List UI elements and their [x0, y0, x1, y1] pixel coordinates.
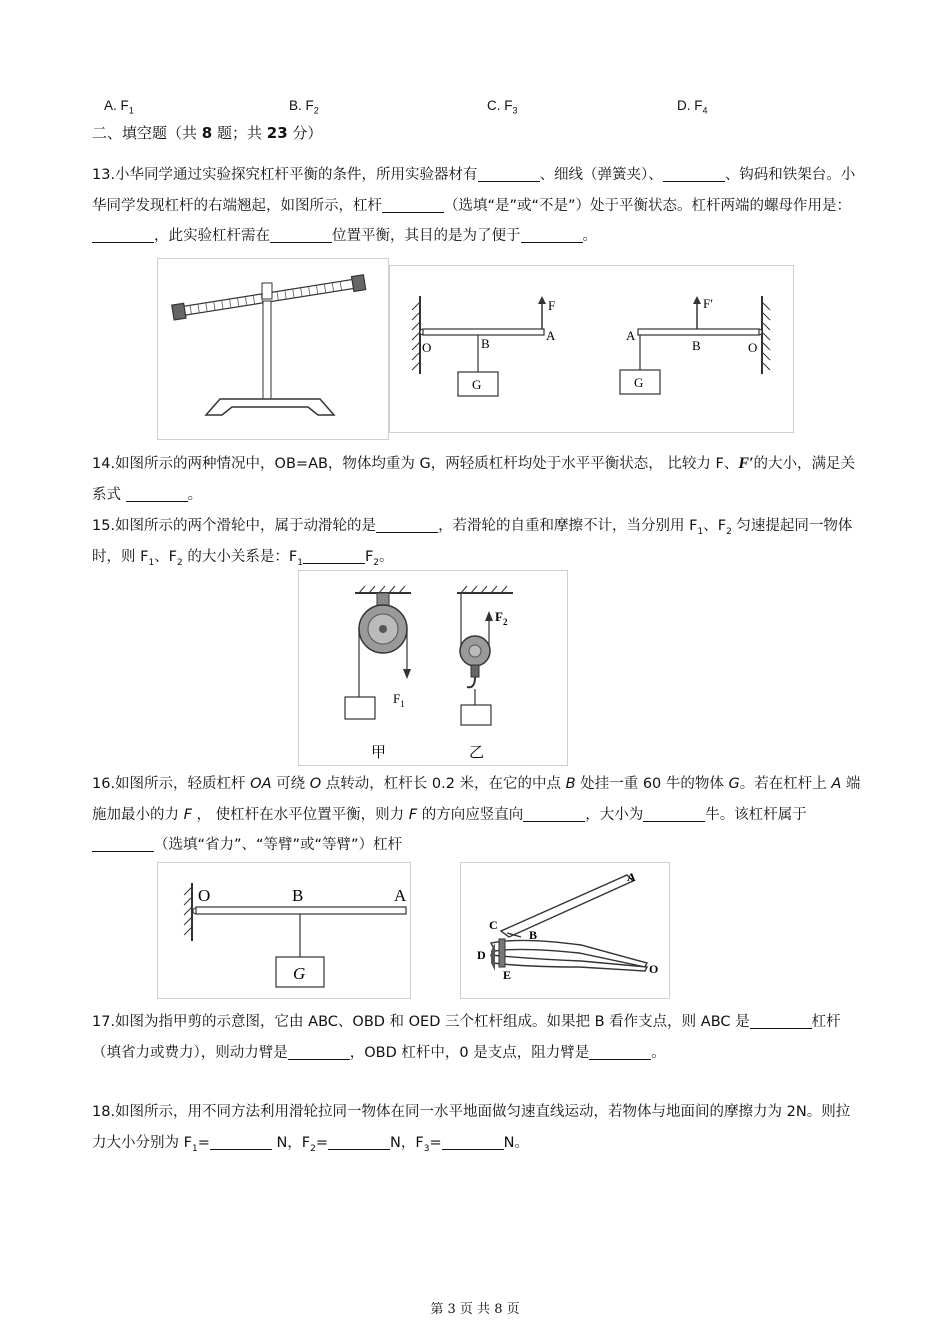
point-a-label: A — [627, 870, 636, 884]
point-b-label: B — [292, 886, 304, 905]
nail-clipper-drawing — [461, 863, 669, 998]
pivot-o-label: O — [748, 340, 758, 355]
answer-blank[interactable] — [750, 1014, 812, 1030]
point-a-label: A — [394, 886, 407, 905]
section-title: 二、填空题（共 8 题；共 23 分） — [92, 124, 323, 142]
lever-oa-figure — [157, 862, 411, 999]
question-18: 18.如图所示，用不同方法利用滑轮拉同一物体在同一水平地面做匀速直线运动，若物体与地面间的摩擦力为 2N。则拉力大小分别为 $F_1= N$，$F_2= N$，$F_3= N$。 — [92, 1104, 851, 1154]
nail-clipper-figure — [460, 862, 670, 999]
lever-stand-drawing — [158, 259, 388, 439]
point-d-label: D — [477, 948, 486, 962]
answer-blank[interactable] — [442, 1134, 504, 1150]
question-16: 16.如图所示，轻质杠杆 OA 可绕 O 点转动，杠杆长 0.2 米，在它的中点 B 处挂一重 60 牛的物体 G。若在杠杆上 A 端施加最小的力 F ， 使杠杆在水平位置平衡，则力 F 的方向应竖直向 ，大小为 牛。该杠杆属于 （选填“省力”、“等臂”或“等臂”）杠杆 — [92, 776, 861, 853]
option-a: A. $F_1$ — [104, 98, 134, 116]
two-levers-figure — [389, 265, 794, 433]
answer-blank[interactable] — [382, 197, 444, 213]
pulleys-figure — [298, 570, 568, 766]
force-f-prime-label: F′ — [703, 296, 714, 311]
option-d: D. $F_4$ — [677, 98, 708, 116]
answer-blank[interactable] — [478, 167, 540, 183]
answer-blank[interactable] — [92, 228, 154, 244]
pivot-o-label: O — [422, 340, 432, 355]
answer-blank[interactable] — [303, 548, 365, 564]
page-footer: 第 3 页 共 8 页 — [430, 1302, 520, 1317]
option-c: C. $F_3$ — [487, 98, 518, 116]
pivot-o-label: O — [198, 886, 211, 905]
answer-blank[interactable] — [521, 228, 583, 244]
answer-blank[interactable] — [663, 167, 725, 183]
pulleys-drawing — [299, 571, 567, 765]
answer-blank[interactable] — [589, 1044, 651, 1060]
answer-blank[interactable] — [210, 1134, 272, 1150]
force-f1-label: $F_1$ — [393, 691, 405, 709]
point-b-label: B — [692, 338, 701, 353]
weight-g-label: G — [472, 377, 482, 392]
force-f-label: F — [548, 298, 556, 313]
question-17: 17.如图为指甲剪的示意图，它由 ABC、OBD 和 OED 三个杠杆组成。如果把 B 看作支点，则 ABC 是 杠杆（填省力或费力），则动力臂是 ，OBD 杠杆中，0 是支点，阻力臂是 。 — [92, 1014, 841, 1061]
answer-blank[interactable] — [643, 806, 705, 822]
two-levers-drawing — [390, 266, 793, 432]
label-jia: 甲 — [371, 745, 387, 761]
answer-blank[interactable] — [328, 1134, 390, 1150]
answer-blank[interactable] — [288, 1044, 350, 1060]
point-e-label: E — [503, 968, 512, 982]
weight-g-label: G — [293, 964, 306, 983]
answer-blank[interactable] — [376, 518, 438, 534]
question-13: 13.小华同学通过实验探究杠杆平衡的条件，所用实验器材有 、细线（弹簧夹）、 、钩码和铁架台。小华同学发现杠杆的右端翘起，如图所示，杠杆 （选填“是”或“不是”）处于平衡状态。杠杆两端的螺母作用是：，此实验杠杆需在 位置平衡，其目的是为了便于 。 — [92, 167, 856, 244]
point-a-label: A — [546, 328, 556, 343]
point-b-label: B — [529, 928, 538, 942]
point-a-label: A — [626, 328, 636, 343]
answer-blank[interactable] — [270, 228, 332, 244]
lever-oa-drawing — [158, 863, 410, 998]
option-b: B. $F_2$ — [289, 98, 319, 116]
lever-stand-figure — [157, 258, 389, 440]
force-f2-label: $F_2$ — [495, 609, 508, 627]
question-15: 15.如图所示的两个滑轮中，属于动滑轮的是 ，若滑轮的自重和摩擦不计，当分别用 $F_1$、$F_2$ 匀速提起同一物体时，则 $F_1$、$F_2$ 的大小关系是：$F_1$ $F_2$。 — [92, 518, 853, 568]
answer-blank[interactable] — [523, 806, 585, 822]
label-yi: 乙 — [469, 745, 485, 761]
answer-blank[interactable] — [92, 837, 154, 853]
question-14: 14.如图所示的两种情况中，OB=AB，物体均重为 G，两轻质杠杆均处于水平平衡状态， 比较力 F、F′的大小，满足关系式 。 — [92, 455, 856, 503]
weight-g-label: G — [634, 375, 644, 390]
answer-blank[interactable] — [126, 486, 188, 502]
point-o-label: O — [649, 962, 659, 976]
point-c-label: C — [489, 918, 498, 932]
point-b-label: B — [481, 336, 490, 351]
